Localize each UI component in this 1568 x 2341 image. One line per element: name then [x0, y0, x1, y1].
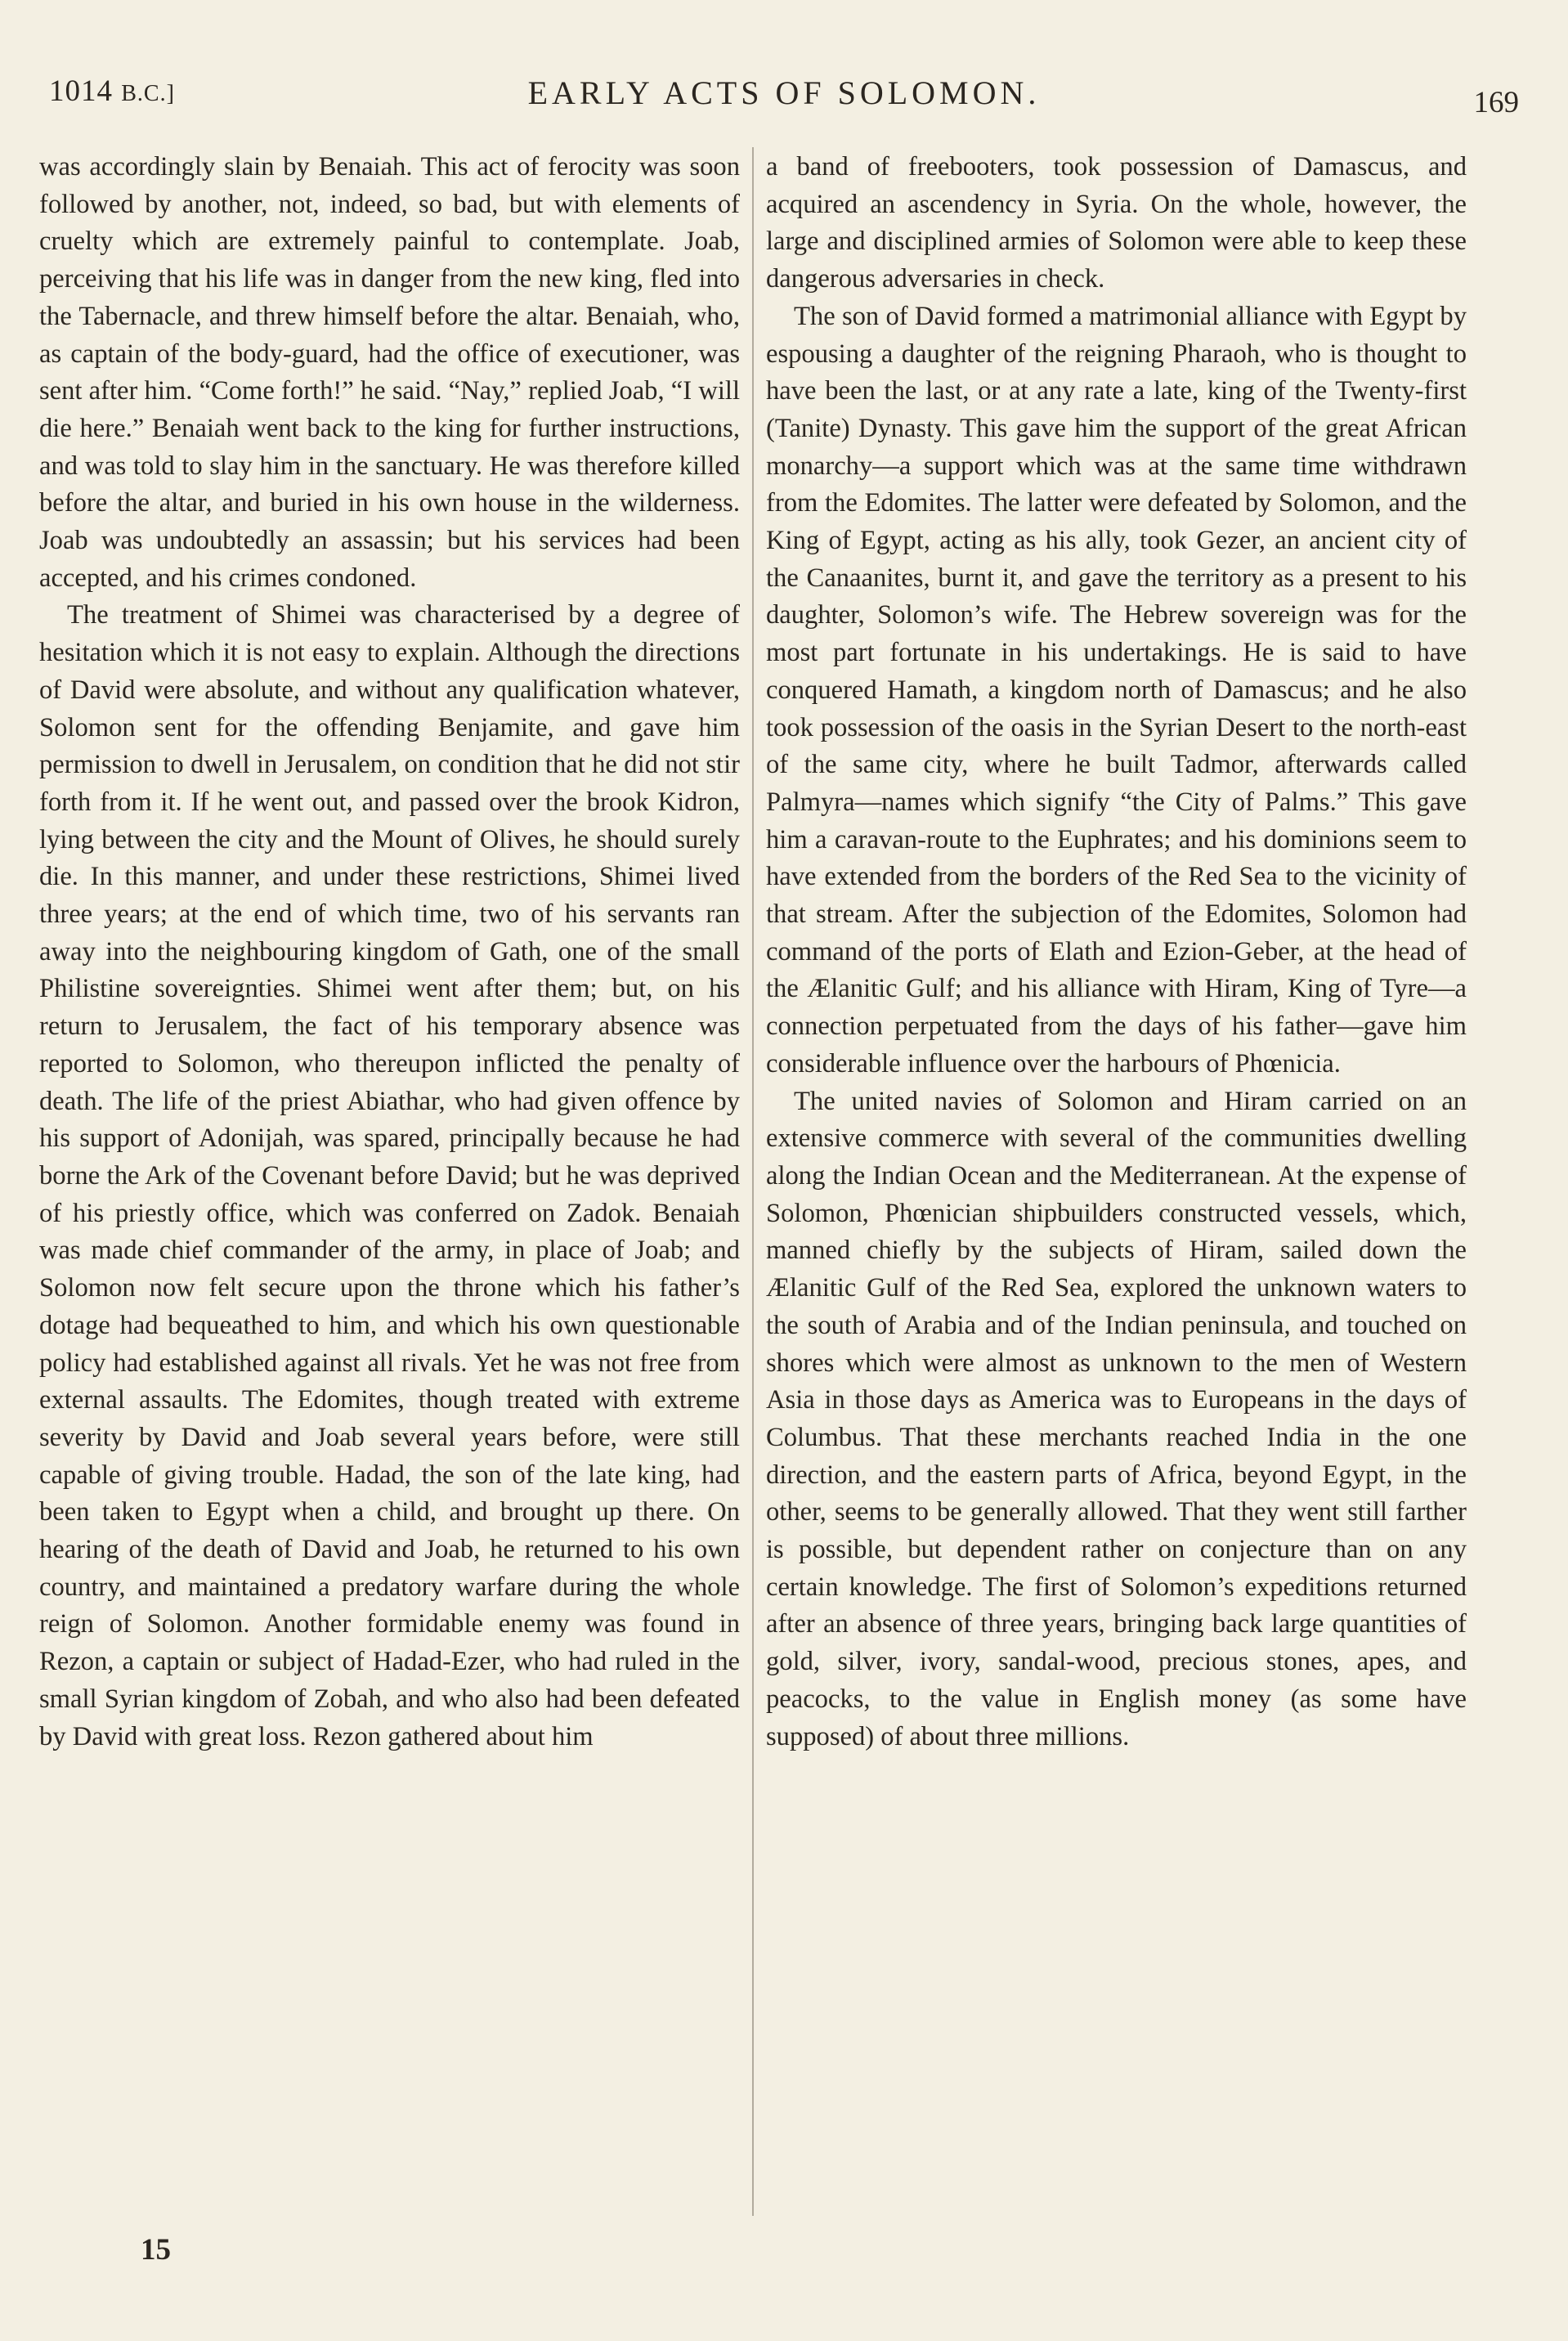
paragraph: a band of freebooters, took possession of Damascus, and acquired an ascendency in Syria. On the whole, however, the large and disciplined armies of Solomon were able to keep these dangerous adversaries in check.	[766, 152, 1467, 294]
paragraph: was accordingly slain by Benaiah. This act of ferocity was soon followed by another, not, indeed, so bad, but with elements of cruelty which are extremely painful to contemplate. Joab, perceiving that his life was in danger from the new king, fled into the Tabernacle, and threw himself before the altar. Benaiah, who, as captain of the body-guard, had the office of executioner, was sent after him. “Come forth!” he said. “Nay,” replied Joab, “I will die here.” Benaiah went back to the king for further instructions, and was told to slay him in the sanctuary. He was therefore killed before the altar, and buried in his own house in the wilderness. Joab was undoubtedly an assassin; but his services had been accepted, and his crimes condoned.	[39, 152, 740, 593]
left-column	[39, 149, 740, 1756]
header-year: 1014	[49, 74, 113, 108]
running-header	[49, 67, 1519, 119]
paragraph: The united navies of Solomon and Hiram carried on an extensive commerce with several of the communities dwelling along the Indian Ocean and the Mediterranean. At the expense of Solomon, Phœnician shipbuilders constructed vessels, which, manned chiefly by the subjects of Hiram, sailed down the Ælanitic Gulf of the Red Sea, explored the unknown waters to the south of Arabia and of the Indian peninsula, and touched on shores which were almost as unknown to the men of Western Asia in those days as America was to Europeans in the days of Columbus. That these merchants reached India in the one direction, and the eastern parts of Africa, beyond Egypt, in the other, seems to be generally allowed. That they went still farther is possible, but dependent rather on conjecture than on any certain knowledge. The first of Solomon’s expeditions returned after an absence of three years, bringing back large quantities of gold, silver, ivory, sandal-wood, precious stones, apes, and peacocks, to the value in English money (as some have supposed) of about three millions.	[766, 1086, 1467, 1751]
header-era: B.C.]	[121, 81, 175, 106]
header-title: EARLY ACTS OF SOLOMON.	[527, 74, 1041, 111]
paragraph: The treatment of Shimei was characterised by a degree of hesitation which it is not easy to explain. Although the directions of David were absolute, and without any qualification whatever, Solomon sent for the offending Benjamite, and gave him permission to dwell in Jerusalem, on condition that he did not stir forth from it. If he went out, and passed over the brook Kidron, lying between the city and the Mount of Olives, he should surely die. In this manner, and under these restrictions, Shimei lived three years; at the end of which time, two of his servants ran away into the neighbouring kingdom of Gath, one of the small Philistine sovereignties. Shimei went after them; but, on his return to Jerusalem, the fact of his temporary absence was reported to Solomon, who thereupon inflicted the penalty of death. The life of the priest Abiathar, who had given offence by his support of Adonijah, was spared, principally because he had borne the Ark of the Covenant before David; but he was deprived of his priestly office, which was conferred on Zadok. Benaiah was made chief commander of the army, in place of Joab; and Solomon now felt secure upon the throne which his father’s dotage had bequeathed to him, and which his own questionable policy had established against all rivals. Yet he was not free from external assaults. The Edomites, though treated with extreme severity by David and Joab several years before, were still capable of giving trouble. Hadad, the son of the late king, had been taken to Egypt when a child, and brought up there. On hearing of the death of David and Joab, he returned to his own country, and maintained a predatory warfare during the whole reign of Solomon. Another formidable enemy was found in Rezon, a captain or subject of Hadad-Ezer, who had ruled in the small Syrian kingdom of Zobah, and who also had been defeated by David with great loss. Rezon gathered about him	[39, 600, 740, 1751]
paragraph: The son of David formed a matrimonial alliance with Egypt by espousing a daughter of the reigning Pharaoh, who is thought to have been the last, or at any rate a late, king of the Twenty-first (Tanite) Dynasty. This gave him the support of the great African monarchy—a support which was at the same time withdrawn from the Edomites. The latter were defeated by Solomon, and the King of Egypt, acting as his ally, took Gezer, an ancient city of the Canaanites, burnt it, and gave the territory as a present to his daughter, Solomon’s wife. The Hebrew sovereign was for the most part fortunate in his undertakings. He is said to have conquered Hamath, a kingdom north of Damascus; and he also took possession of the oasis in the Syrian Desert to the north-east of the same city, where he built Tadmor, afterwards called Palmyra—names which signify “the City of Palms.” This gave him a caravan-route to the Euphrates; and his dominions seem to have extended from the borders of the Red Sea to the vicinity of that stream. After the subjection of the Edomites, Solomon had command of the ports of Elath and Ezion-Geber, at the head of the Ælanitic Gulf; and his alliance with Hiram, King of Tyre—a connection perpetuated from the days of his father—gave him considerable influence over the harbours of Phœnicia.	[766, 301, 1467, 1079]
page-number: 169	[1473, 86, 1519, 119]
right-column	[766, 149, 1467, 1756]
signature-mark: 15	[141, 2233, 171, 2267]
column-divider	[752, 147, 754, 2216]
